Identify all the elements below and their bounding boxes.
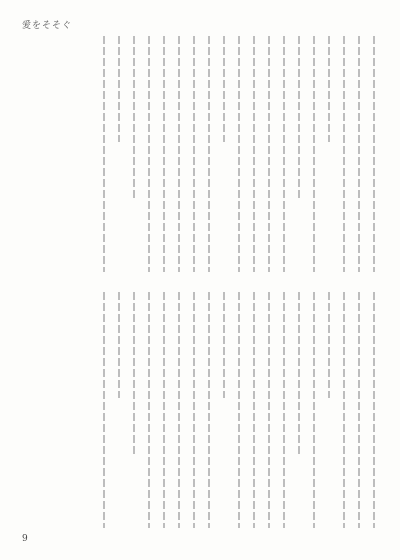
text-line-placeholder bbox=[313, 292, 315, 528]
running-header: 愛をそそぐ bbox=[22, 21, 73, 31]
text-line-placeholder bbox=[118, 36, 120, 142]
text-line-placeholder bbox=[193, 36, 195, 272]
text-line-placeholder bbox=[253, 36, 255, 272]
text-line-placeholder bbox=[133, 36, 135, 201]
text-line-placeholder bbox=[178, 292, 180, 528]
text-line-placeholder bbox=[103, 36, 105, 272]
text-line-placeholder bbox=[163, 36, 165, 272]
text-line-placeholder bbox=[283, 292, 285, 528]
text-line-placeholder bbox=[103, 292, 105, 528]
text-line-placeholder bbox=[223, 36, 225, 142]
text-line-placeholder bbox=[208, 292, 210, 528]
text-line-placeholder bbox=[268, 36, 270, 272]
text-line-placeholder bbox=[358, 292, 360, 528]
text-line-placeholder bbox=[238, 292, 240, 528]
text-line-placeholder bbox=[313, 36, 315, 272]
text-line-placeholder bbox=[298, 292, 300, 457]
text-line-placeholder bbox=[223, 292, 225, 398]
text-line-placeholder bbox=[238, 36, 240, 272]
text-line-placeholder bbox=[268, 292, 270, 528]
text-line-placeholder bbox=[253, 292, 255, 528]
text-line-placeholder bbox=[208, 36, 210, 272]
text-line-placeholder bbox=[178, 36, 180, 272]
text-line-placeholder bbox=[343, 36, 345, 272]
text-line-placeholder bbox=[328, 36, 330, 142]
text-line-placeholder bbox=[328, 292, 330, 398]
text-line-placeholder bbox=[298, 36, 300, 201]
body-text-upper-block bbox=[26, 36, 376, 276]
text-line-placeholder bbox=[193, 292, 195, 528]
body-text-lower-block bbox=[26, 292, 376, 532]
text-line-placeholder bbox=[118, 292, 120, 398]
text-line-placeholder bbox=[163, 292, 165, 528]
text-line-placeholder bbox=[148, 292, 150, 528]
page-number: 9 bbox=[22, 534, 28, 544]
text-line-placeholder bbox=[343, 292, 345, 528]
text-line-placeholder bbox=[283, 36, 285, 272]
text-line-placeholder bbox=[358, 36, 360, 272]
text-line-placeholder bbox=[133, 292, 135, 457]
text-line-placeholder bbox=[148, 36, 150, 272]
text-line-placeholder bbox=[373, 292, 375, 528]
text-line-placeholder bbox=[373, 36, 375, 272]
